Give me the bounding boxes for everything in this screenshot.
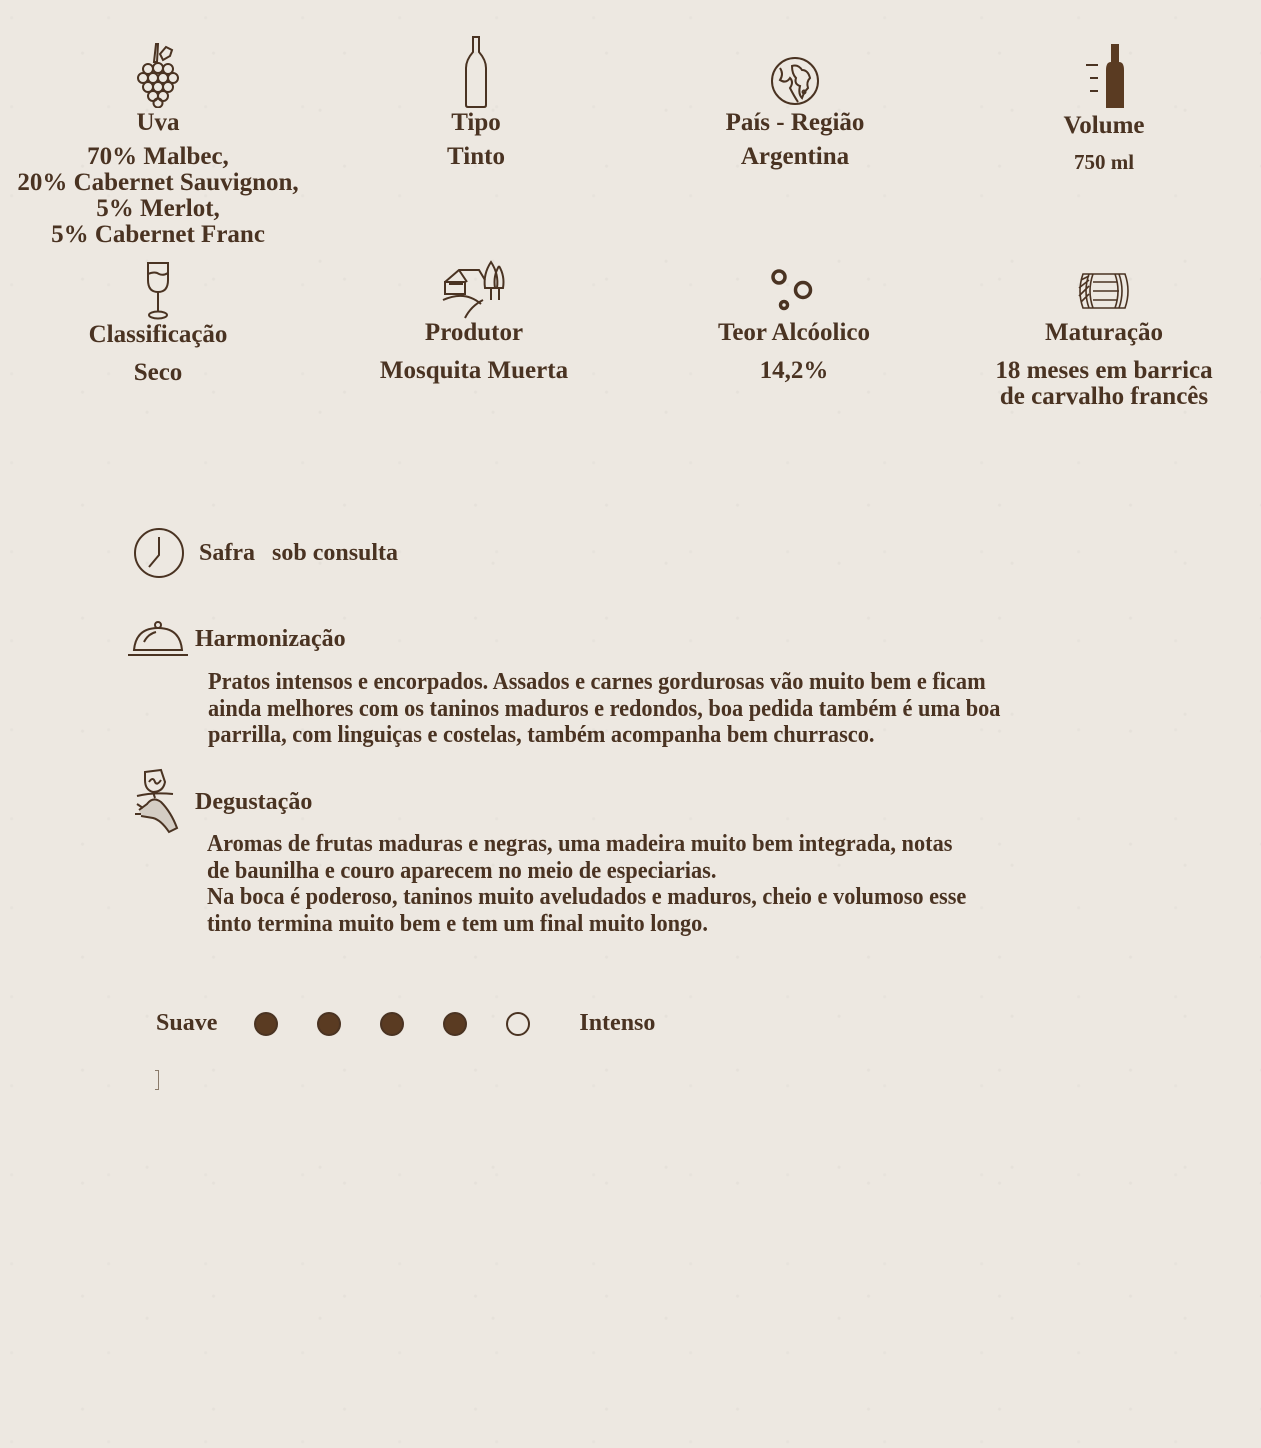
clock-icon xyxy=(133,527,185,579)
intensity-right-label: Intenso xyxy=(579,1010,656,1036)
spec-uva xyxy=(0,42,316,248)
spec-label: Produtor xyxy=(424,319,524,346)
spec-classificacao xyxy=(58,262,258,386)
spec-tipo xyxy=(396,36,556,170)
safra-value: sob consulta xyxy=(272,539,399,566)
degustacao-title: Degustação xyxy=(195,788,313,815)
intensity-dots xyxy=(217,1012,530,1036)
spec-pais xyxy=(690,56,900,170)
spec-value: Argentina xyxy=(740,143,850,170)
barrel-icon xyxy=(1075,270,1133,312)
spec-value: 14,2% xyxy=(759,357,829,384)
degustacao-text: Aromas de frutas maduras e negras, uma madeira muito bem integrada, notas de baunilha e couro aparecem no meio de especiarias. Na boca é poderoso, taninos muito aveludados e maduros, cheio e volumoso esse tinto termina muito bem e tem um final muito longo. xyxy=(207,831,967,937)
winery-icon xyxy=(441,260,507,320)
spec-value: 18 meses em barrica de carvalho francês xyxy=(995,357,1213,410)
spec-value: 70% Malbec, 20% Cabernet Sauvignon, 5% Merlot, 5% Cabernet Franc xyxy=(17,143,299,248)
intensity-dot-empty xyxy=(506,1012,530,1036)
spec-label: Tipo xyxy=(451,109,501,136)
intensity-dot-filled xyxy=(317,1012,341,1036)
harmonizacao-text: Pratos intensos e encorpados. Assados e carnes gordurosas vão muito bem e ficam ainda melhores com os taninos maduros e redondos, boa pedida também é uma boa parrilla, com linguiças e costelas, também acompanha bem churrasco. xyxy=(208,669,1001,748)
intensity-dot-filled xyxy=(380,1012,404,1036)
globe-icon xyxy=(770,56,820,106)
tasting-hand-icon xyxy=(133,768,181,834)
spec-label: Uva xyxy=(136,109,180,136)
spec-label: Volume xyxy=(1063,112,1145,139)
spec-volume xyxy=(1024,44,1184,175)
intensity-left-label: Suave xyxy=(156,1010,218,1036)
spec-teor xyxy=(694,268,894,384)
wine-glass-icon xyxy=(145,262,171,320)
spec-label: Teor Alcóolico xyxy=(717,319,871,346)
safra-label: Safra xyxy=(199,539,255,566)
spec-label: Classificação xyxy=(88,321,228,348)
intensity-dot-filled xyxy=(254,1012,278,1036)
spec-value: Mosquita Muerta xyxy=(379,357,569,384)
spec-value: 750 ml xyxy=(1073,150,1135,174)
harmonizacao-header xyxy=(128,620,346,658)
spec-produtor xyxy=(364,260,584,384)
intensity-dot-filled xyxy=(443,1012,467,1036)
bottle-volume-icon xyxy=(1084,44,1124,110)
grape-icon xyxy=(136,42,180,108)
spec-label: Maturação xyxy=(1044,319,1164,346)
spec-value: Seco xyxy=(133,359,183,386)
spec-value: Tinto xyxy=(447,143,505,170)
bubbles-icon xyxy=(770,268,816,314)
stray-bracket xyxy=(155,1070,159,1090)
harmonizacao-title: Harmonização xyxy=(195,625,346,652)
spec-maturacao xyxy=(984,270,1224,410)
safra-row xyxy=(133,527,398,579)
intensity-scale xyxy=(156,1010,655,1037)
spec-label: País - Região xyxy=(725,109,865,136)
cloche-icon xyxy=(128,620,188,658)
degustacao-header xyxy=(133,768,312,834)
wine-bottle-icon xyxy=(464,36,488,108)
